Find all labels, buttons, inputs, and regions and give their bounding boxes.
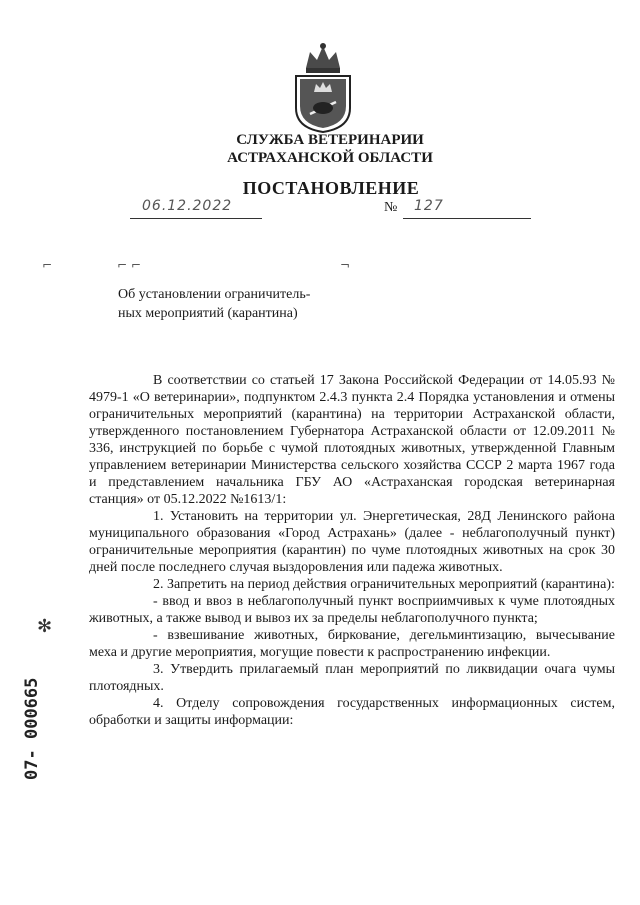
org-line-1: СЛУЖБА ВЕТЕРИНАРИИ <box>236 132 424 148</box>
corner-mark-left: ⌐ <box>42 258 53 272</box>
document-type-title: ПОСТАНОВЛЕНИЕ <box>242 178 420 198</box>
item-2-subitem-b: - взвешивание животных, биркование, дегельминтизацию, вычесывание меха и другие мероприятия, могущие повести к распространению инфекции. <box>89 628 615 660</box>
margin-registration-code <box>22 678 42 780</box>
coat-of-arms-emblem <box>290 42 356 134</box>
item-1: 1. Установить на территории ул. Энергетическая, 28Д Ленинского района муниципального образования «Город Астрахань» (далее - неблагополучный пункт) ограничительные мероприятия (карантин) по чуме плотоядных животных на срок 30 дней после последнего случая выздоровления или падежа животных. <box>89 509 615 575</box>
subject-line-1: Об установлении ограничитель- <box>118 287 311 302</box>
corner-mark-subject-left: ⌐ ⌐ <box>117 258 141 272</box>
document-subject <box>118 285 348 323</box>
document-body <box>89 372 615 729</box>
code-prefix: 07- <box>22 749 42 780</box>
subject-line-2: ных мероприятий (карантина) <box>118 306 298 321</box>
organization-name <box>0 131 640 167</box>
item-3: 3. Утвердить прилагаемый план мероприятий по ликвидации очага чумы плотоядных. <box>89 662 615 694</box>
document-number: 127 <box>414 198 444 214</box>
number-label: № <box>384 200 398 215</box>
org-line-2: АСТРАХАНСКОЙ ОБЛАСТИ <box>227 150 433 166</box>
item-2-subitem-a: - ввод и ввоз в неблагополучный пункт восприимчивых к чуме плотоядных животных, а также вывод и вывоз их за пределы неблагополучного пункта; <box>89 594 615 626</box>
document-date: 06.12.2022 <box>142 198 233 214</box>
item-4: 4. Отделу сопровождения государственных информационных систем, обработки и защиты информации: <box>89 696 615 728</box>
corner-mark-subject-right: ¬ <box>340 258 351 272</box>
code-number: 000665 <box>22 677 42 740</box>
margin-star-mark: ✻ <box>37 616 53 637</box>
item-2: 2. Запретить на период действия ограничительных мероприятий (карантина): <box>153 577 615 592</box>
preamble-paragraph: В соответствии со статьей 17 Закона Российской Федерации от 14.05.93 № 4979-1 «О ветеринарии», подпунктом 2.4.3 пункта 2.4 Порядка установления и отмены ограничительных мероприятий (карантина) на территории Астраханской области, утвержденного постановлением Губернатора Астраханской области от 12.09.2011 № 336, инструкцией по борьбе с чумой плотоядных животных, утвержденной Главным управлением ветеринарии Министерства сельского хозяйства СССР 2 марта 1967 года и представлением начальника ГБУ АО «Астраханская городская ветеринарная станция» от 05.12.2022 №1613/1: <box>89 373 615 507</box>
